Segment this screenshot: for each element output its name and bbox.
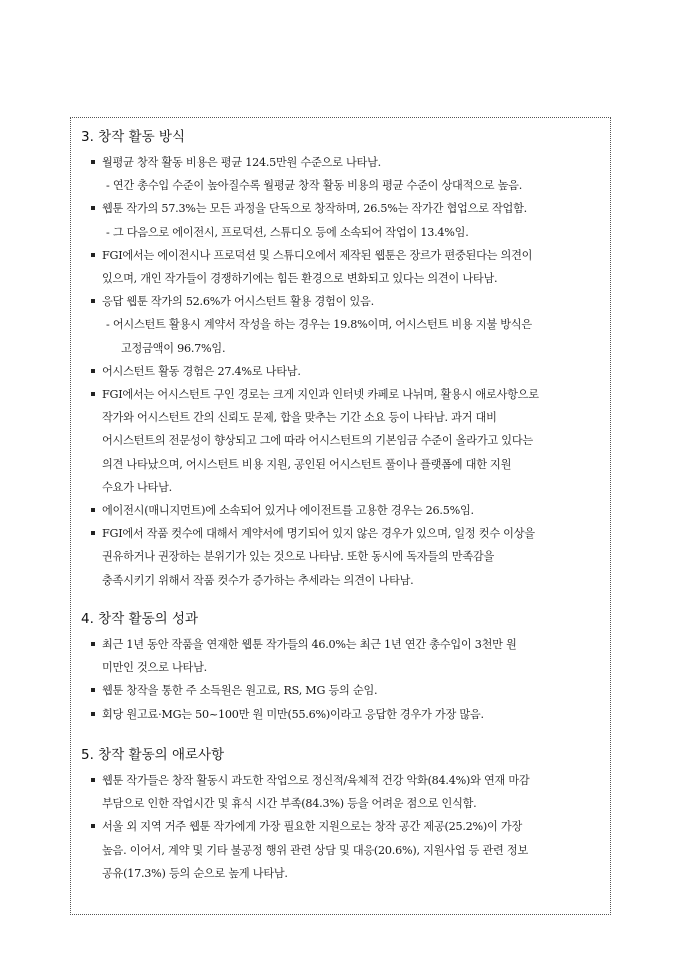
bullet-marker <box>91 160 95 164</box>
bullet-text: 에이전시(매니지먼트)에 소속되어 있거나 에이전트를 고용한 경우는 26.5%임. <box>102 504 474 517</box>
bullet-marker <box>91 299 95 303</box>
bullet-marker <box>91 824 95 828</box>
bullet-text: FGI에서 작품 컷수에 대해서 계약서에 명기되어 있지 않은 경우가 있으며, 일정 컷수 이상을 <box>102 527 535 541</box>
bullet-text: 수요가 나타남. <box>102 480 172 494</box>
bullet-text: 어시스턴트의 전문성이 향상되고 그에 따라 어시스턴트의 기본임금 수준이 올라가고 있다는 <box>102 434 533 448</box>
bullet-text: 웹툰 작가들은 창작 활동시 과도한 작업으로 정신적/육체적 건강 악화(84.4%)와 연재 마감 <box>102 774 530 787</box>
bullet-text: 높음. 이어서, 계약 및 기타 불공정 행위 관련 상담 및 대응(20.6%), 지원사업 등 관련 정보 <box>102 843 528 857</box>
bullet-marker <box>91 206 95 210</box>
sub-bullet-text: - 그 다음으로 에이전시, 프로덕션, 스튜디오 등에 소속되어 작업이 13.4%임. <box>106 225 469 239</box>
bullet-marker <box>91 531 95 535</box>
bullet-text: 웹툰 창작을 통한 주 소득원은 원고료, RS, MG 등의 순임. <box>102 684 378 698</box>
bullet-text: 부담으로 인한 작업시간 및 휴식 시간 부족(84.3%) 등을 어려운 점으로 인식함. <box>102 797 477 811</box>
bullet-marker <box>91 253 95 257</box>
bullet-text: 미만인 것으로 나타남. <box>102 661 207 675</box>
bullet-text: 의견 나타났으며, 어시스턴트 비용 지원, 공인된 어시스턴트 풀이나 플랫폼에 대한 지원 <box>102 457 512 471</box>
bullet-marker <box>91 712 95 716</box>
section-title: 5. 창작 활동의 애로사항 <box>81 747 225 763</box>
bullet-marker <box>91 392 95 396</box>
bullet-text: 충족시키기 위해서 작품 컷수가 증가하는 추세라는 의견이 나타남. <box>102 573 414 587</box>
bullet-text: 권유하거나 권장하는 분위기가 있는 것으로 나타남. 또한 동시에 독자들의 만족감을 <box>102 550 495 564</box>
bullet-text: 응답 웹툰 작가의 52.6%가 어시스턴트 활용 경험이 있음. <box>102 295 374 309</box>
bullet-text: 최근 1년 동안 작품을 연재한 웹툰 작가들의 46.0%는 최근 1년 연간 총수입이 3천만 원 <box>102 638 517 651</box>
sub-bullet-text: - 어시스턴트 활용시 계약서 작성을 하는 경우는 19.8%이며, 어시스턴트 비용 지불 방식은 <box>106 318 532 332</box>
bullet-marker <box>91 778 95 782</box>
bullet-text: 어시스턴트 활동 경험은 27.4%로 나타남. <box>102 364 301 378</box>
bullet-marker <box>91 369 95 373</box>
section-title: 4. 창작 활동의 성과 <box>81 611 199 627</box>
bullet-text: 웹툰 작가의 57.3%는 모든 과정을 단독으로 창작하며, 26.5%는 작가간 협업으로 작업함. <box>102 202 527 216</box>
bullet-text: FGI에서는 어시스턴트 구인 경로는 크게 지인과 인터넷 카페로 나뉘며, 활용시 애로사항으로 <box>102 388 539 401</box>
sub-bullet-text: 고정금액이 96.7%임. <box>121 341 226 355</box>
bullet-text: FGI에서는 에이전시나 프로덕션 및 스튜디오에서 제작된 웹툰은 장르가 편중된다는 의견이 <box>102 248 533 262</box>
bullet-text: 공유(17.3%) 등의 순으로 높게 나타남. <box>102 866 288 880</box>
bullet-text: 서울 외 지역 거주 웹툰 작가에게 가장 필요한 지원으로는 창작 공간 제공(25.2%)이 가장 <box>102 820 523 834</box>
bullet-text: 회당 원고료·MG는 50~100만 원 미만(55.6%)이라고 응답한 경우가 가장 많음. <box>102 707 484 721</box>
bullet-text: 월평균 창작 활동 비용은 평균 124.5만원 수준으로 나타남. <box>102 156 381 169</box>
bullet-text: 작가와 어시스턴트 간의 신뢰도 문제, 합을 맞추는 기간 소요 등이 나타남. 과거 대비 <box>102 411 497 425</box>
bullet-marker <box>91 508 95 512</box>
bullet-text: 있으며, 개인 작가들이 경쟁하기에는 힘든 환경으로 변화되고 있다는 의견이 나타남. <box>102 272 498 285</box>
sub-bullet-text: - 연간 총수입 수준이 높아질수록 월평균 창작 활동 비용의 평균 수준이 상대적으로 높음. <box>106 179 523 193</box>
bullet-marker <box>91 642 95 646</box>
section-title: 3. 창작 활동 방식 <box>81 129 185 145</box>
bullet-marker <box>91 688 95 692</box>
